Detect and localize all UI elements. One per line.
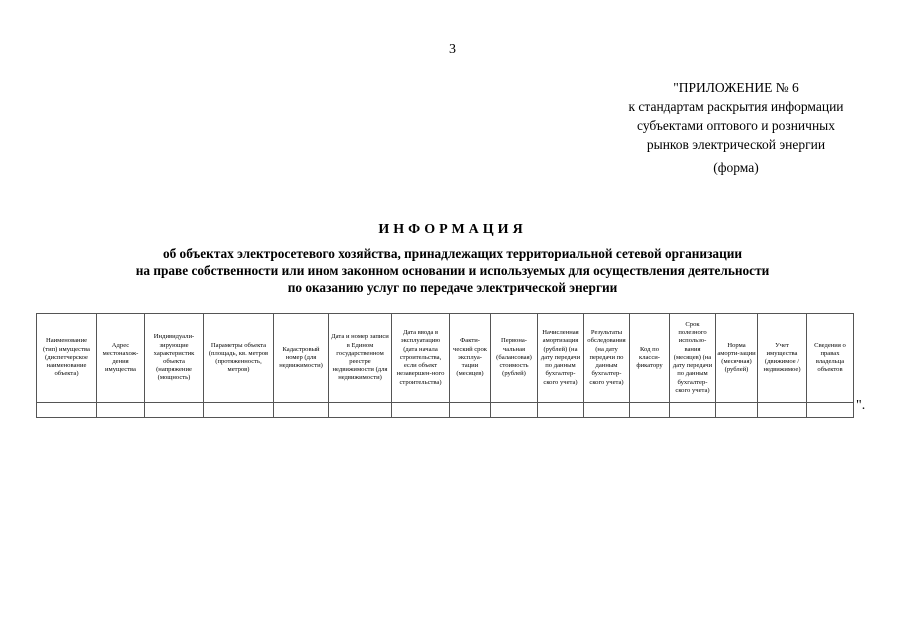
subtitle-line: об объектах электросетевого хозяйства, принадлежащих территориальной сетевой организации — [162, 246, 743, 261]
column-header: Код по класси-фикатору — [630, 314, 670, 403]
table-row — [37, 403, 854, 418]
appendix-header — [560, 78, 905, 177]
column-header: Норма аморти-зации (месячная) (рублей) — [716, 314, 758, 403]
info-table — [36, 313, 854, 418]
appendix-line: рынков электрической энергии — [646, 137, 826, 152]
table-cell — [450, 403, 491, 418]
table-cell — [37, 403, 97, 418]
table-cell — [716, 403, 758, 418]
column-header: Параметры объекта (площадь, кв. метров (протяженность, метров) — [204, 314, 274, 403]
appendix-title: "ПРИЛОЖЕНИЕ № 6 — [673, 80, 799, 95]
table-cell — [630, 403, 670, 418]
table-cell — [392, 403, 450, 418]
table-cell — [491, 403, 538, 418]
column-header: Дата и номер записи в Едином государственном реестре недвижимости (для недвижимости) — [329, 314, 392, 403]
table-cell — [807, 403, 854, 418]
column-header: Кадастровый номер (для недвижимости) — [274, 314, 329, 403]
column-header: Дата ввода в эксплуатацию (дата начала строительства, если объект незавершен-ного строительства) — [392, 314, 450, 403]
column-header: Начисленная амортизация (рублей) (на дату передачи по данным бухгалтер-ского учета) — [538, 314, 584, 403]
table-cell — [97, 403, 145, 418]
closing-quote: ". — [856, 398, 866, 413]
column-header: Сведения о правах владельца объектов — [807, 314, 854, 403]
table-cell — [145, 403, 204, 418]
appendix-line: к стандартам раскрытия информации — [628, 99, 844, 114]
subtitle-line: по оказанию услуг по передаче электрической энергии — [287, 280, 618, 295]
subtitle-line: на праве собственности или ином законном основании и используемых для осуществления деятельности — [135, 263, 770, 278]
table-cell — [329, 403, 392, 418]
table-cell — [274, 403, 329, 418]
table-cell — [538, 403, 584, 418]
column-header: Наименование (тип) имущества (диспетчерское наименование объекта) — [37, 314, 97, 403]
table-cell — [670, 403, 716, 418]
page-number: 3 — [449, 42, 456, 57]
column-header: Факти-ческий срок эксплуа-тации (месяцев) — [450, 314, 491, 403]
column-header: Результаты обследования (на дату передачи по данным бухгалтер-ского учета) — [584, 314, 630, 403]
column-header: Индивидуали-зирующие характеристик объекта (напряжение (мощность) — [145, 314, 204, 403]
column-header: Срок полезного использо-вания (месяцев) (на дату передачи по данным бухгалтер-ского учета) — [670, 314, 716, 403]
document-title: ИНФОРМАЦИЯ — [378, 222, 527, 237]
column-header: Первона-чальная (балансовая) стоимость (рублей) — [491, 314, 538, 403]
table-cell — [758, 403, 807, 418]
form-label: (форма) — [713, 160, 759, 175]
column-header: Учет имущества (движимое /недвижимое) — [758, 314, 807, 403]
column-header: Адрес местонахож-дения имущества — [97, 314, 145, 403]
table-cell — [584, 403, 630, 418]
table-header-row — [37, 314, 854, 403]
table-cell — [204, 403, 274, 418]
appendix-line: субъектами оптового и розничных — [637, 118, 835, 133]
document-subtitle — [60, 245, 845, 296]
